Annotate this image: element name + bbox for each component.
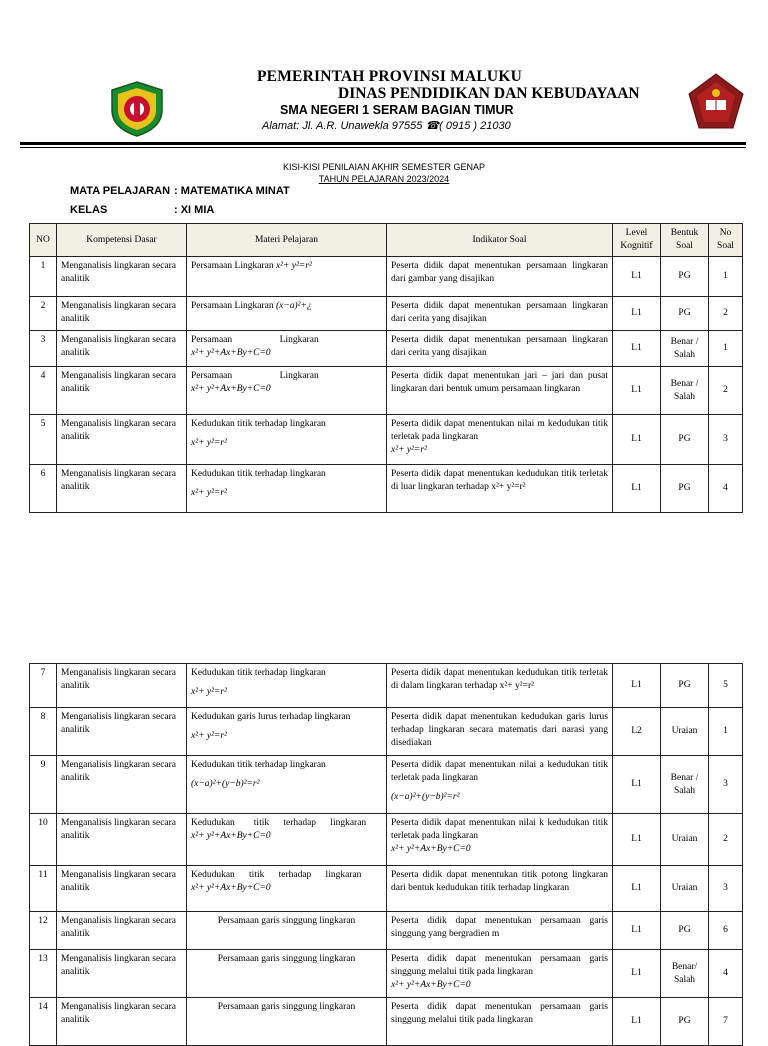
cell-no: 3 <box>30 331 57 367</box>
school-emblem-icon <box>686 72 746 132</box>
table-row <box>30 814 743 866</box>
header-indikator: Indikator Soal <box>387 224 613 257</box>
subject-line <box>70 185 290 197</box>
cell-materi: Persamaan garis singgung lingkaran <box>187 998 387 1046</box>
indikator-text: Peserta didik dapat menentukan persamaan garis singgung melalui titik pada lingkaran <box>391 954 608 977</box>
indikator-text: Peserta didik dapat menentukan nilai a kedudukan titik terletak pada lingkaran <box>391 760 608 783</box>
cell-level: L1 <box>613 465 661 513</box>
cell-materi <box>187 708 387 756</box>
cell-kd: Menganalisis lingkaran secara analitik <box>57 866 187 912</box>
cell-level: L1 <box>613 664 661 708</box>
cell-kd: Menganalisis lingkaran secara analitik <box>57 257 187 297</box>
table-row <box>30 708 743 756</box>
cell-indikator: Peserta didik dapat menentukan kedudukan titik terletak di dalam lingkaran terhadap x²+ y²=r² <box>387 664 613 708</box>
cell-indikator: Peserta didik dapat menentukan persamaan lingkaran dari cerita yang disajikan <box>387 331 613 367</box>
cell-materi <box>187 756 387 814</box>
cell-bentuk: PG <box>661 998 709 1046</box>
indikator-formula: x²+ y²=r² <box>391 445 427 455</box>
materi-text: Persamaan Lingkaran <box>191 261 274 271</box>
table-row <box>30 331 743 367</box>
indikator-text: Peserta didik dapat menentukan nilai k kedudukan titik terletak pada lingkaran <box>391 818 608 841</box>
cell-bentuk: Benar / Salah <box>661 367 709 415</box>
letterhead <box>0 0 768 150</box>
cell-no: 12 <box>30 912 57 950</box>
cell-nosoal: 5 <box>709 664 743 708</box>
cell-no: 13 <box>30 950 57 998</box>
cell-kd: Menganalisis lingkaran secara analitik <box>57 465 187 513</box>
table-row <box>30 297 743 331</box>
materi-formula: x²+ y²=r² <box>275 261 312 271</box>
cell-no: 1 <box>30 257 57 297</box>
table-row <box>30 367 743 415</box>
cell-indikator: Peserta didik dapat menentukan titik potong lingkaran dari bentuk kedudukan titik terhadap lingkaran <box>387 866 613 912</box>
cell-bentuk: Uraian <box>661 866 709 912</box>
header-level: Level Kognitif <box>613 224 661 257</box>
cell-nosoal: 2 <box>709 367 743 415</box>
cell-bentuk: Uraian <box>661 814 709 866</box>
cell-level: L1 <box>613 866 661 912</box>
cell-no: 5 <box>30 415 57 465</box>
cell-bentuk: PG <box>661 415 709 465</box>
cell-level: L1 <box>613 912 661 950</box>
cell-no: 7 <box>30 664 57 708</box>
cell-level: L1 <box>613 331 661 367</box>
school-address: Alamat: Jl. A.R. Unawekla 97555 ☎( 0915 ) 21030 <box>262 120 511 132</box>
cell-nosoal: 2 <box>709 814 743 866</box>
cell-nosoal: 3 <box>709 866 743 912</box>
grid-table-1 <box>29 223 743 513</box>
cell-kd: Menganalisis lingkaran secara analitik <box>57 756 187 814</box>
cell-indikator: Peserta didik dapat menentukan persamaan lingkaran dari gambar yang disajikan <box>387 257 613 297</box>
cell-kd: Menganalisis lingkaran secara analitik <box>57 708 187 756</box>
cell-nosoal: 1 <box>709 257 743 297</box>
materi-formula: x²+ y²=r² <box>191 731 227 741</box>
header-rule-thin <box>20 147 746 148</box>
header-no: NO <box>30 224 57 257</box>
indikator-formula: x²+ y²+Ax+By+C=0 <box>391 980 471 990</box>
cell-bentuk: Benar / Salah <box>661 756 709 814</box>
cell-nosoal: 2 <box>709 297 743 331</box>
cell-nosoal: 3 <box>709 415 743 465</box>
cell-materi <box>187 297 387 331</box>
cell-level: L1 <box>613 950 661 998</box>
cell-level: L1 <box>613 297 661 331</box>
cell-nosoal: 4 <box>709 465 743 513</box>
header-materi: Materi Pelajaran <box>187 224 387 257</box>
table-row <box>30 257 743 297</box>
cell-indikator <box>387 814 613 866</box>
cell-kd: Menganalisis lingkaran secara analitik <box>57 998 187 1046</box>
cell-materi <box>187 465 387 513</box>
cell-kd: Menganalisis lingkaran secara analitik <box>57 331 187 367</box>
cell-bentuk: Benar / Salah <box>661 331 709 367</box>
cell-indikator: Peserta didik dapat menentukan persamaan lingkaran dari cerita yang disajikan <box>387 297 613 331</box>
cell-nosoal: 4 <box>709 950 743 998</box>
cell-nosoal: 7 <box>709 998 743 1046</box>
cell-no: 8 <box>30 708 57 756</box>
materi-formula: x²+ y²=r² <box>191 687 227 697</box>
cell-bentuk: Benar/ Salah <box>661 950 709 998</box>
cell-materi <box>187 367 387 415</box>
cell-indikator: Peserta didik dapat menentukan persamaan garis singgung yang bergradien m <box>387 912 613 950</box>
cell-level: L1 <box>613 814 661 866</box>
materi-text: Persamaan Lingkaran <box>191 335 319 345</box>
cell-kd: Menganalisis lingkaran secara analitik <box>57 814 187 866</box>
cell-level: L1 <box>613 415 661 465</box>
cell-indikator <box>387 756 613 814</box>
cell-kd: Menganalisis lingkaran secara analitik <box>57 415 187 465</box>
indikator-formula: x²+ y²+Ax+By+C=0 <box>391 844 471 854</box>
cell-no: 2 <box>30 297 57 331</box>
cell-indikator <box>387 415 613 465</box>
materi-formula: x²+ y²=r² <box>191 438 227 448</box>
header-bentuk: Bentuk Soal <box>661 224 709 257</box>
cell-level: L1 <box>613 257 661 297</box>
class-value: : XI MIA <box>174 204 215 216</box>
table-row <box>30 912 743 950</box>
subject-value: : MATEMATIKA MINAT <box>174 185 290 197</box>
cell-kd: Menganalisis lingkaran secara analitik <box>57 950 187 998</box>
table-row <box>30 664 743 708</box>
materi-formula: x²+ y²+Ax+By+C=0 <box>191 831 271 841</box>
document-title: KISI-KISI PENILAIAN AKHIR SEMESTER GENAP <box>282 162 486 172</box>
materi-text: Kedudukan titik terhadap lingkaran <box>191 419 326 429</box>
cell-indikator: Peserta didik dapat menentukan jari – jari dan pusat lingkaran dari bentuk umum persamaan lingkaran <box>387 367 613 415</box>
materi-text: Kedudukan titik terhadap lingkaran <box>191 818 367 828</box>
cell-indikator: Peserta didik dapat menentukan kedudukan garis lurus terhadap lingkaran secara matematis dari narasi yang disediakan <box>387 708 613 756</box>
header-rule-thick <box>20 142 746 145</box>
cell-bentuk: PG <box>661 664 709 708</box>
cell-materi <box>187 415 387 465</box>
materi-text: Persamaan Lingkaran <box>191 371 319 381</box>
materi-text: Kedudukan garis lurus terhadap lingkaran <box>191 712 351 722</box>
cell-bentuk: PG <box>661 257 709 297</box>
cell-materi <box>187 331 387 367</box>
materi-text: Kedudukan titik terhadap lingkaran <box>191 760 326 770</box>
cell-no: 11 <box>30 866 57 912</box>
table-header-row <box>30 224 743 257</box>
cell-no: 10 <box>30 814 57 866</box>
materi-formula: x²+ y²+Ax+By+C=0 <box>191 883 271 893</box>
cell-indikator: Peserta didik dapat menentukan kedudukan titik terletak di luar lingkaran terhadap x²+ y²=r² <box>387 465 613 513</box>
table-row <box>30 998 743 1046</box>
department-name: DINAS PENDIDIKAN DAN KEBUDAYAAN <box>338 85 640 102</box>
cell-level: L1 <box>613 367 661 415</box>
school-name: SMA NEGERI 1 SERAM BAGIAN TIMUR <box>280 103 514 117</box>
cell-kd: Menganalisis lingkaran secara analitik <box>57 367 187 415</box>
cell-nosoal: 6 <box>709 912 743 950</box>
cell-level: L1 <box>613 756 661 814</box>
cell-no: 9 <box>30 756 57 814</box>
class-label: KELAS <box>70 204 108 216</box>
materi-text: Kedudukan titik terhadap lingkaran <box>191 469 326 479</box>
table-row <box>30 756 743 814</box>
cell-materi <box>187 257 387 297</box>
materi-formula: (x−a)²+¿ <box>275 301 312 311</box>
materi-formula: x²+ y²=r² <box>191 488 227 498</box>
indikator-formula: (x−a)²+(y−b)²=r² <box>391 792 460 802</box>
table-row <box>30 950 743 998</box>
header-kompetensi: Kompetensi Dasar <box>57 224 187 257</box>
government-name: PEMERINTAH PROVINSI MALUKU <box>257 68 522 85</box>
materi-formula: (x−a)²+(y−b)²=r² <box>191 779 260 789</box>
materi-formula: x²+ y²+Ax+By+C=0 <box>191 348 271 358</box>
cell-no: 4 <box>30 367 57 415</box>
table-row <box>30 465 743 513</box>
academic-year: TAHUN PELAJARAN 2023/2024 <box>318 174 450 184</box>
indikator-text: Peserta didik dapat menentukan nilai m kedudukan titik terletak pada lingkaran <box>391 419 608 442</box>
cell-materi: Persamaan garis singgung lingkaran <box>187 950 387 998</box>
cell-materi <box>187 814 387 866</box>
province-emblem-icon <box>108 80 166 138</box>
cell-materi <box>187 664 387 708</box>
cell-nosoal: 1 <box>709 708 743 756</box>
cell-kd: Menganalisis lingkaran secara analitik <box>57 297 187 331</box>
materi-text: Kedudukan titik terhadap lingkaran <box>191 668 326 678</box>
cell-kd: Menganalisis lingkaran secara analitik <box>57 912 187 950</box>
cell-materi: Persamaan garis singgung lingkaran <box>187 912 387 950</box>
cell-nosoal: 3 <box>709 756 743 814</box>
cell-no: 14 <box>30 998 57 1046</box>
cell-indikator <box>387 950 613 998</box>
cell-materi <box>187 866 387 912</box>
cell-bentuk: PG <box>661 465 709 513</box>
cell-bentuk: PG <box>661 297 709 331</box>
materi-formula: x²+ y²+Ax+By+C=0 <box>191 384 271 394</box>
subject-label: MATA PELAJARAN <box>70 185 171 197</box>
materi-text: Persamaan Lingkaran <box>191 301 274 311</box>
cell-bentuk: PG <box>661 912 709 950</box>
class-line <box>70 204 214 216</box>
header-nosoal: No Soal <box>709 224 743 257</box>
materi-text: Kedudukan titik terhadap lingkaran <box>191 870 362 880</box>
cell-no: 6 <box>30 465 57 513</box>
cell-level: L1 <box>613 998 661 1046</box>
cell-nosoal: 1 <box>709 331 743 367</box>
cell-bentuk: Uraian <box>661 708 709 756</box>
cell-indikator: Peserta didik dapat menentukan persamaan garis singgung melalui titik pada lingkaran <box>387 998 613 1046</box>
cell-kd: Menganalisis lingkaran secara analitik <box>57 664 187 708</box>
grid-table-2 <box>29 663 743 1046</box>
table-row <box>30 415 743 465</box>
table-row <box>30 866 743 912</box>
cell-level: L2 <box>613 708 661 756</box>
